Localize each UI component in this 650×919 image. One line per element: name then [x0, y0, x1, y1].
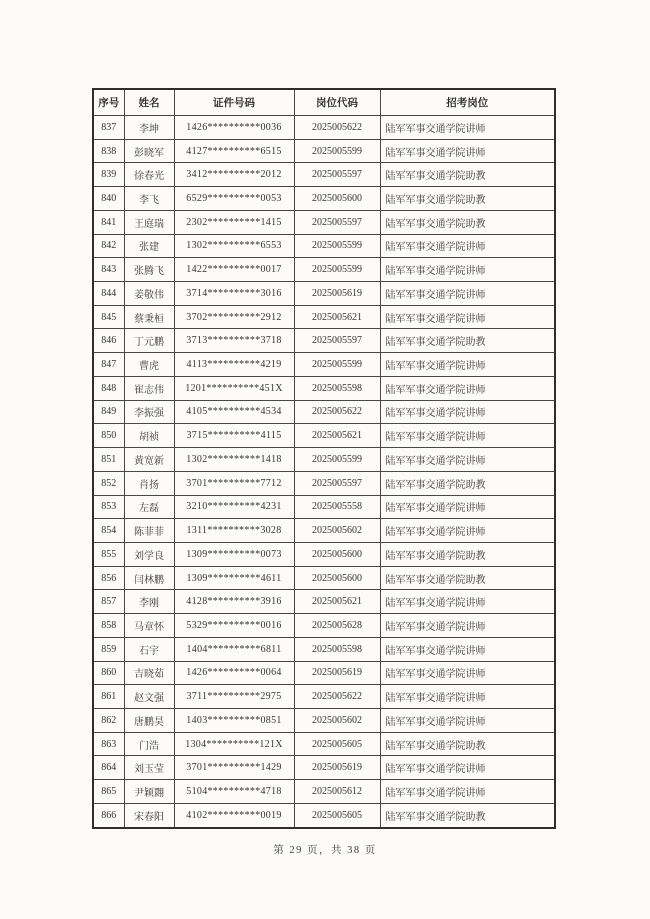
cell-position: 陆军军事交通学院助教	[380, 187, 555, 211]
cell-name: 蔡秉桓	[124, 305, 174, 329]
cell-name: 姜敬伟	[124, 282, 174, 306]
table-header	[93, 89, 555, 116]
cell-name: 胡祯	[124, 424, 174, 448]
cell-position: 陆军军事交通学院助教	[380, 210, 555, 234]
cell-position-code: 2025005621	[294, 305, 380, 329]
cell-position-code: 2025005600	[294, 187, 380, 211]
cell-position: 陆军军事交通学院讲师	[380, 305, 555, 329]
table-row	[93, 448, 555, 472]
cell-index: 852	[93, 471, 124, 495]
cell-position: 陆军军事交通学院助教	[380, 471, 555, 495]
cell-position-code: 2025005598	[294, 376, 380, 400]
table-row	[93, 282, 555, 306]
cell-position-code: 2025005622	[294, 116, 380, 140]
col-header-index: 序号	[93, 89, 124, 116]
table-row	[93, 495, 555, 519]
cell-id-number: 4127**********6515	[174, 139, 294, 163]
cell-position-code: 2025005602	[294, 708, 380, 732]
cell-index: 859	[93, 637, 124, 661]
cell-position-code: 2025005628	[294, 614, 380, 638]
cell-index: 849	[93, 400, 124, 424]
cell-id-number: 3713**********3718	[174, 329, 294, 353]
table-row	[93, 661, 555, 685]
cell-position: 陆军军事交通学院助教	[380, 732, 555, 756]
cell-id-number: 1426**********0064	[174, 661, 294, 685]
table-body	[93, 116, 555, 829]
cell-id-number: 4128**********3916	[174, 590, 294, 614]
cell-id-number: 1201**********451X	[174, 376, 294, 400]
cell-position: 陆军军事交通学院助教	[380, 329, 555, 353]
cell-position: 陆军军事交通学院讲师	[380, 519, 555, 543]
cell-name: 宋春阳	[124, 803, 174, 828]
table-row	[93, 614, 555, 638]
table-row	[93, 803, 555, 828]
table-row	[93, 329, 555, 353]
cell-id-number: 5329**********0016	[174, 614, 294, 638]
table-row	[93, 590, 555, 614]
cell-id-number: 3412**********2012	[174, 163, 294, 187]
table-row	[93, 756, 555, 780]
cell-name: 肖扬	[124, 471, 174, 495]
table-row	[93, 139, 555, 163]
col-header-name: 姓名	[124, 89, 174, 116]
cell-id-number: 3210**********4231	[174, 495, 294, 519]
cell-index: 861	[93, 685, 124, 709]
cell-id-number: 4105**********4534	[174, 400, 294, 424]
cell-position-code: 2025005622	[294, 685, 380, 709]
table-row	[93, 305, 555, 329]
cell-position: 陆军军事交通学院讲师	[380, 116, 555, 140]
table-row	[93, 258, 555, 282]
table-row	[93, 400, 555, 424]
cell-index: 838	[93, 139, 124, 163]
cell-position-code: 2025005597	[294, 329, 380, 353]
cell-name: 刘学良	[124, 542, 174, 566]
cell-index: 842	[93, 234, 124, 258]
cell-position: 陆军军事交通学院讲师	[380, 590, 555, 614]
cell-position-code: 2025005597	[294, 163, 380, 187]
cell-position: 陆军军事交通学院助教	[380, 803, 555, 828]
cell-index: 844	[93, 282, 124, 306]
cell-id-number: 3714**********3016	[174, 282, 294, 306]
cell-position-code: 2025005619	[294, 282, 380, 306]
table-row	[93, 708, 555, 732]
cell-name: 李刚	[124, 590, 174, 614]
cell-id-number: 1304**********121X	[174, 732, 294, 756]
cell-position-code: 2025005602	[294, 519, 380, 543]
table-row	[93, 685, 555, 709]
cell-position: 陆军军事交通学院助教	[380, 163, 555, 187]
table-row	[93, 187, 555, 211]
cell-position-code: 2025005599	[294, 234, 380, 258]
cell-position-code: 2025005600	[294, 542, 380, 566]
cell-name: 刘玉莹	[124, 756, 174, 780]
cell-name: 黄宽新	[124, 448, 174, 472]
cell-id-number: 1422**********0017	[174, 258, 294, 282]
cell-position: 陆军军事交通学院讲师	[380, 685, 555, 709]
cell-name: 吉晓茹	[124, 661, 174, 685]
cell-position-code: 2025005598	[294, 637, 380, 661]
cell-position: 陆军军事交通学院讲师	[380, 448, 555, 472]
cell-name: 曹虎	[124, 353, 174, 377]
cell-id-number: 1403**********0851	[174, 708, 294, 732]
cell-index: 858	[93, 614, 124, 638]
cell-name: 赵文强	[124, 685, 174, 709]
cell-position: 陆军军事交通学院讲师	[380, 708, 555, 732]
cell-id-number: 1426**********0036	[174, 116, 294, 140]
cell-position-code: 2025005621	[294, 424, 380, 448]
cell-position-code: 2025005605	[294, 732, 380, 756]
table-row	[93, 424, 555, 448]
cell-index: 850	[93, 424, 124, 448]
cell-id-number: 4113**********4219	[174, 353, 294, 377]
cell-id-number: 6529**********0053	[174, 187, 294, 211]
cell-index: 848	[93, 376, 124, 400]
cell-name: 李坤	[124, 116, 174, 140]
cell-index: 847	[93, 353, 124, 377]
cell-name: 张腾飞	[124, 258, 174, 282]
cell-id-number: 2302**********1415	[174, 210, 294, 234]
cell-position-code: 2025005619	[294, 661, 380, 685]
table-row	[93, 210, 555, 234]
cell-name: 尹颖翾	[124, 780, 174, 804]
cell-id-number: 3702**********2912	[174, 305, 294, 329]
cell-position: 陆军军事交通学院讲师	[380, 756, 555, 780]
table-row	[93, 780, 555, 804]
cell-name: 彭晓军	[124, 139, 174, 163]
cell-name: 闫林鹏	[124, 566, 174, 590]
cell-id-number: 1302**********1418	[174, 448, 294, 472]
cell-position-code: 2025005558	[294, 495, 380, 519]
cell-id-number: 4102**********0019	[174, 803, 294, 828]
cell-position: 陆军军事交通学院讲师	[380, 258, 555, 282]
cell-index: 862	[93, 708, 124, 732]
cell-index: 866	[93, 803, 124, 828]
cell-index: 851	[93, 448, 124, 472]
cell-index: 846	[93, 329, 124, 353]
cell-position: 陆军军事交通学院讲师	[380, 495, 555, 519]
table-row	[93, 471, 555, 495]
cell-index: 841	[93, 210, 124, 234]
cell-index: 864	[93, 756, 124, 780]
cell-position-code: 2025005605	[294, 803, 380, 828]
cell-position-code: 2025005599	[294, 448, 380, 472]
cell-name: 丁元鹏	[124, 329, 174, 353]
table-row	[93, 566, 555, 590]
cell-index: 857	[93, 590, 124, 614]
table-row	[93, 116, 555, 140]
cell-position: 陆军军事交通学院讲师	[380, 139, 555, 163]
cell-position: 陆军军事交通学院讲师	[380, 376, 555, 400]
cell-name: 陈菲菲	[124, 519, 174, 543]
cell-id-number: 3701**********1429	[174, 756, 294, 780]
cell-position-code: 2025005619	[294, 756, 380, 780]
col-header-id-number: 证件号码	[174, 89, 294, 116]
cell-name: 石宇	[124, 637, 174, 661]
table-row	[93, 163, 555, 187]
cell-index: 840	[93, 187, 124, 211]
cell-position: 陆军军事交通学院讲师	[380, 637, 555, 661]
page-number-footer: 第 29 页，共 38 页	[273, 845, 377, 856]
cell-index: 853	[93, 495, 124, 519]
cell-index: 863	[93, 732, 124, 756]
col-header-position-code: 岗位代码	[294, 89, 380, 116]
cell-position: 陆军军事交通学院讲师	[380, 780, 555, 804]
cell-id-number: 1311**********3028	[174, 519, 294, 543]
cell-position-code: 2025005599	[294, 139, 380, 163]
cell-position-code: 2025005621	[294, 590, 380, 614]
cell-index: 843	[93, 258, 124, 282]
cell-position: 陆军军事交通学院讲师	[380, 424, 555, 448]
table-row	[93, 234, 555, 258]
cell-position-code: 2025005597	[294, 210, 380, 234]
cell-position: 陆军军事交通学院讲师	[380, 353, 555, 377]
cell-position-code: 2025005600	[294, 566, 380, 590]
cell-position-code: 2025005612	[294, 780, 380, 804]
cell-position: 陆军军事交通学院讲师	[380, 282, 555, 306]
cell-position: 陆军军事交通学院讲师	[380, 661, 555, 685]
cell-name: 左磊	[124, 495, 174, 519]
cell-index: 839	[93, 163, 124, 187]
cell-name: 李振强	[124, 400, 174, 424]
cell-name: 张建	[124, 234, 174, 258]
cell-position-code: 2025005599	[294, 258, 380, 282]
cell-name: 王庭瑞	[124, 210, 174, 234]
cell-id-number: 1404**********6811	[174, 637, 294, 661]
table-row	[93, 732, 555, 756]
cell-id-number: 1302**********6553	[174, 234, 294, 258]
cell-position: 陆军军事交通学院讲师	[380, 614, 555, 638]
cell-id-number: 3701**********7712	[174, 471, 294, 495]
cell-name: 徐春光	[124, 163, 174, 187]
cell-id-number: 3711**********2975	[174, 685, 294, 709]
table-row	[93, 637, 555, 661]
cell-index: 854	[93, 519, 124, 543]
cell-name: 唐鹏昊	[124, 708, 174, 732]
cell-position: 陆军军事交通学院助教	[380, 566, 555, 590]
cell-name: 李飞	[124, 187, 174, 211]
cell-position: 陆军军事交通学院讲师	[380, 400, 555, 424]
cell-name: 门浩	[124, 732, 174, 756]
cell-name: 马章怀	[124, 614, 174, 638]
cell-id-number: 3715**********4115	[174, 424, 294, 448]
cell-id-number: 1309**********0073	[174, 542, 294, 566]
cell-index: 856	[93, 566, 124, 590]
cell-position-code: 2025005599	[294, 353, 380, 377]
table-header-row	[93, 89, 555, 116]
cell-position: 陆军军事交通学院讲师	[380, 234, 555, 258]
table-row	[93, 542, 555, 566]
cell-index: 865	[93, 780, 124, 804]
cell-position-code: 2025005597	[294, 471, 380, 495]
cell-id-number: 1309**********4611	[174, 566, 294, 590]
cell-index: 837	[93, 116, 124, 140]
cell-index: 845	[93, 305, 124, 329]
cell-id-number: 5104**********4718	[174, 780, 294, 804]
cell-index: 860	[93, 661, 124, 685]
cell-index: 855	[93, 542, 124, 566]
cell-position-code: 2025005622	[294, 400, 380, 424]
table-row	[93, 376, 555, 400]
cell-position: 陆军军事交通学院助教	[380, 542, 555, 566]
recruitment-roster-table	[92, 88, 556, 829]
table-row	[93, 519, 555, 543]
col-header-position: 招考岗位	[380, 89, 555, 116]
table-row	[93, 353, 555, 377]
cell-name: 崔志伟	[124, 376, 174, 400]
